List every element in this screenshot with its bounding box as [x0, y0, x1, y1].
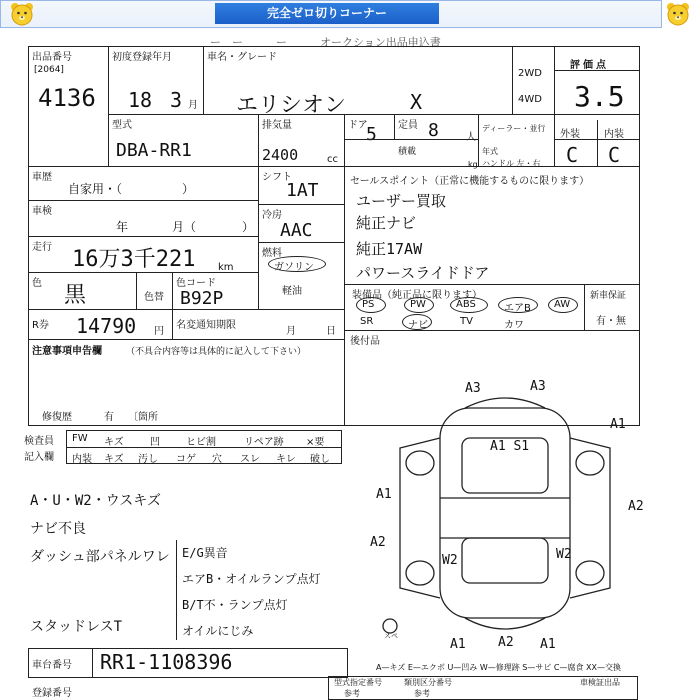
handwritten-note: A・U・W2・ウスキズ: [30, 493, 162, 509]
inspector-code: 破し: [310, 454, 330, 465]
bottom-form-d: 参考: [414, 689, 430, 698]
repair-value: 有: [104, 412, 114, 423]
inspector-code: キズ: [104, 437, 124, 448]
aircon-value: AAC: [280, 220, 313, 241]
damage-mark: A2: [370, 535, 386, 550]
sales-point-item: 純正17AW: [356, 240, 423, 258]
fuel-gas: ガソリン: [274, 262, 314, 273]
warranty-value: 有・無: [596, 316, 626, 327]
model-type-value: DBA-RR1: [116, 140, 192, 161]
inspector-code: リペア跡: [244, 437, 284, 448]
damage-mark: A1 S1: [490, 439, 530, 454]
capacity-value: 8: [428, 120, 439, 141]
inspector-code: 穴: [212, 454, 222, 465]
inspector-code: コゲ: [176, 454, 196, 465]
aircon-label: 冷房: [262, 210, 282, 221]
doors-value: 5: [366, 124, 377, 145]
lot-sub: [2064]: [34, 65, 64, 75]
recycle-label: R券: [32, 320, 49, 331]
notes-label: 注意事項申告欄: [32, 346, 102, 357]
chassis-value: RR1-1108396: [100, 650, 233, 674]
inspector-check-label: 検査員: [24, 436, 54, 447]
displacement-unit: cc: [327, 154, 338, 165]
exterior-label: 外装: [560, 129, 580, 140]
interior-value: C: [608, 143, 621, 167]
interior-label: 内装: [604, 129, 624, 140]
sales-points-label: セールスポイント（正常に機能するものに限ります）: [350, 176, 590, 187]
equipment-tv: TV: [460, 316, 473, 327]
notes-hint: （不具合内容等は具体的に記入して下さい）: [126, 347, 307, 357]
equipment-abs: ABS: [456, 299, 476, 310]
dealer-label: ディーラー・並行: [482, 124, 546, 133]
damage-mark: A2: [628, 499, 644, 514]
notice-day: 日: [326, 326, 336, 337]
equipment-ps: PS: [362, 299, 375, 310]
color-code-label: 色コード: [176, 278, 216, 289]
inspector-code: ×要: [306, 437, 325, 448]
warranty-label: 新車保証: [590, 291, 627, 301]
displacement-label: 排気量: [262, 120, 292, 131]
bear-mascot-icon: [10, 2, 34, 26]
exterior-value: C: [566, 143, 579, 167]
bottom-form-b: 参考: [344, 689, 360, 698]
capacity-unit: 人: [466, 132, 476, 143]
drive-2wd: 2WD: [518, 68, 542, 79]
damage-mark: W2: [442, 553, 458, 568]
grade-value: 3.5: [574, 80, 625, 113]
damage-mark: A1: [540, 637, 556, 650]
equipment-airbag: エアB: [504, 303, 531, 314]
inspector-code: ヒビ割: [186, 437, 216, 448]
usage-label: 車歴: [32, 172, 52, 183]
color-label: 色: [32, 278, 42, 289]
notice-deadline-label: 名変通知期限: [176, 320, 236, 331]
inspection-close: ）: [242, 220, 255, 234]
displacement-value: 2400: [262, 146, 299, 164]
inspector-code: FW: [72, 433, 88, 444]
fuel-diesel: 軽油: [282, 286, 302, 297]
damage-mark: W2: [556, 547, 572, 562]
shift-value: 1AT: [286, 180, 319, 201]
drive-4wd: 4WD: [518, 94, 542, 105]
inspector-code: スレ: [240, 454, 260, 465]
banner-title: 完全ゼロ切りコーナー: [215, 3, 439, 24]
sales-point-item: パワースライドドア: [356, 264, 490, 282]
handwritten-note: スタッドレスT: [30, 619, 123, 635]
model-type-label: 型式: [112, 120, 132, 131]
inspector-code: キレ: [276, 454, 296, 465]
handwritten-right: オイルにじみ: [182, 624, 254, 638]
handwritten-right: B/T不・ランプ点灯: [182, 598, 288, 612]
damage-mark: スペ: [384, 632, 398, 640]
handwritten-note: ダッシュ部パネルワレ: [30, 549, 170, 565]
lot-number: 4136: [38, 84, 96, 112]
inspection-month: 月（: [172, 220, 197, 234]
damage-mark: A2: [498, 635, 514, 650]
repaint-label: 色替: [144, 292, 164, 303]
model-name-label: 車名・グレード: [207, 52, 277, 63]
mileage-value: 16万3千221: [72, 247, 196, 272]
registration-number-label: 登録番号: [32, 688, 72, 699]
mileage-label: 走行: [32, 242, 52, 253]
load-unit: kg: [468, 160, 478, 169]
damage-mark: A3: [530, 379, 546, 394]
repair-bracket: 〔箇所: [128, 412, 158, 423]
equipment-aw: AW: [554, 299, 571, 310]
registration-year: 18: [128, 88, 153, 112]
load-label: 積載: [398, 147, 417, 157]
car-damage-diagram: [370, 378, 670, 650]
damage-mark: A1: [376, 487, 392, 502]
inspector-code: 内装: [72, 454, 92, 465]
banner: [0, 0, 662, 28]
chassis-label: 車台番号: [32, 660, 72, 671]
lot-label: 出品番号: [32, 52, 72, 63]
sales-point-item: ユーザー買取: [356, 192, 447, 210]
damage-mark: A1: [450, 637, 466, 650]
inspection-year: 年: [116, 220, 129, 234]
usage-value: 自家用・（ ）: [68, 182, 195, 196]
inspector-code: 汚し: [138, 454, 158, 465]
equipment-navi: ナビ: [408, 320, 428, 331]
bottom-form-a: 型式指定番号: [334, 678, 382, 687]
damage-mark: A1: [610, 417, 626, 432]
recycle-value: 14790: [76, 314, 137, 338]
handwritten-note: ナビ不良: [30, 521, 86, 537]
handle-label: ハンドル 左・右: [482, 159, 541, 168]
handwritten-right: エアB・オイルランプ点灯: [182, 572, 321, 586]
registration-month: 3: [170, 88, 183, 112]
handwritten-right: E/G異音: [182, 546, 228, 560]
year-type-label: 年式: [482, 147, 498, 156]
color-code-value: B92P: [180, 288, 224, 309]
equipment-sr: SR: [360, 316, 374, 327]
recycle-unit: 円: [154, 326, 164, 337]
aftermarket-label: 後付品: [350, 336, 380, 347]
bear-mascot-icon: [666, 2, 690, 26]
model-grade-value: X: [410, 90, 423, 114]
registration-label: 初度登録年月: [112, 52, 172, 63]
bottom-form-e: 車検証出品: [580, 678, 620, 687]
doors-label: ドア: [348, 120, 368, 131]
capacity-label: 定員: [398, 120, 418, 131]
equipment-label: 装備品（純正品に限ります）: [352, 290, 482, 301]
notice-month: 月: [286, 326, 296, 337]
header-partial: ー ー ー オークション出品申込書: [210, 36, 441, 49]
damage-legend: A—キズ E—エクボ U—凹み W—修理跡 S—サビ C—腐食 XX—交換: [376, 663, 622, 672]
bottom-form-c: 類別区分番号: [404, 678, 452, 687]
mileage-unit: km: [218, 262, 234, 273]
fuel-label: 燃料: [262, 248, 282, 259]
shift-label: シフト: [262, 172, 292, 183]
inspection-label: 車検: [32, 206, 52, 217]
color-value: 黒: [64, 283, 87, 308]
inspector-code: キズ: [104, 454, 124, 465]
damage-mark: A3: [465, 381, 481, 396]
repair-label: 修復歴: [42, 412, 72, 423]
grade-label: 評価点: [570, 60, 609, 71]
equipment-leather: カワ: [504, 320, 524, 331]
inspector-code: 凹: [150, 437, 160, 448]
registration-month-unit: 月: [188, 100, 198, 111]
inspector-record-label: 記入欄: [24, 452, 54, 463]
model-name-value: エリシオン: [236, 93, 347, 118]
equipment-pw: PW: [410, 299, 426, 310]
sales-point-item: 純正ナビ: [356, 214, 417, 232]
